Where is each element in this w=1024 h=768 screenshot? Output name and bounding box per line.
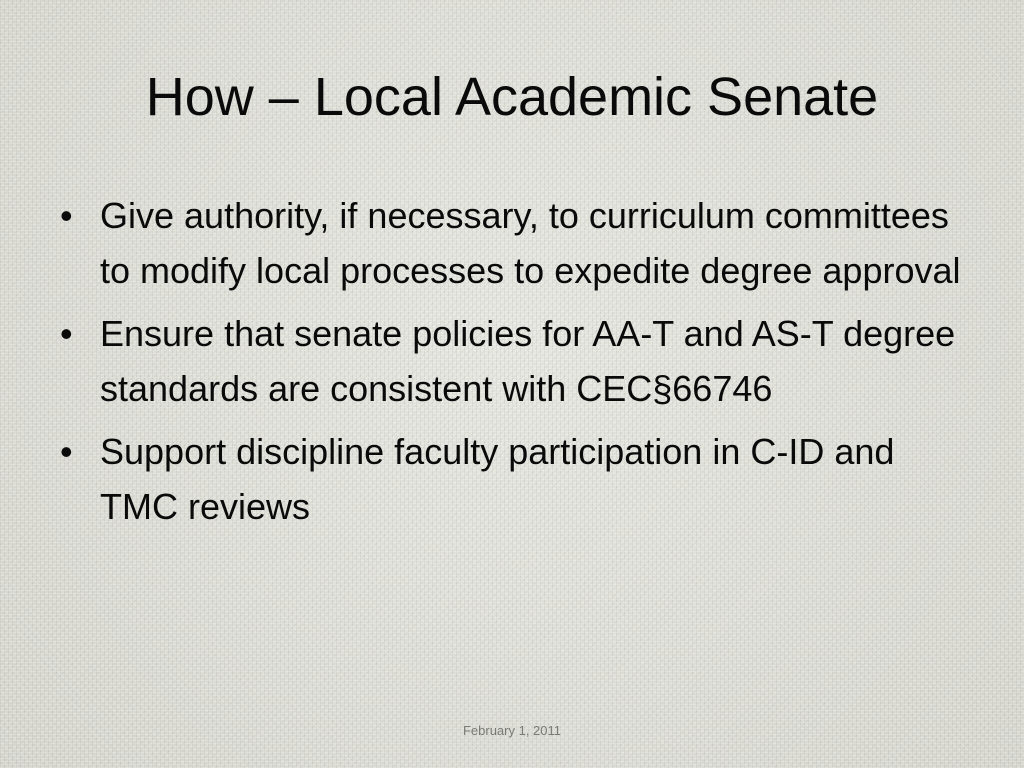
bullet-dot-icon: • (60, 313, 73, 354)
bullet-dot-icon: • (60, 195, 73, 236)
bullet-dot-icon: • (60, 431, 73, 472)
bullet-list (56, 188, 966, 542)
footer-date: February 1, 2011 (462, 723, 562, 738)
bullet-text: Support discipline faculty participation in C-ID and TMC reviews (100, 431, 895, 527)
slide-title: How – Local Academic Senate (145, 67, 879, 127)
bullet-text: Ensure that senate policies for AA-T and AS-T degree standards are consistent with CEC§66746 (100, 313, 956, 409)
bullet-item (56, 306, 966, 416)
bullet-item (56, 188, 966, 298)
bullet-text: Give authority, if necessary, to curriculum committees to modify local processes to expedite degree approval (100, 195, 961, 291)
bullet-item (56, 424, 966, 534)
